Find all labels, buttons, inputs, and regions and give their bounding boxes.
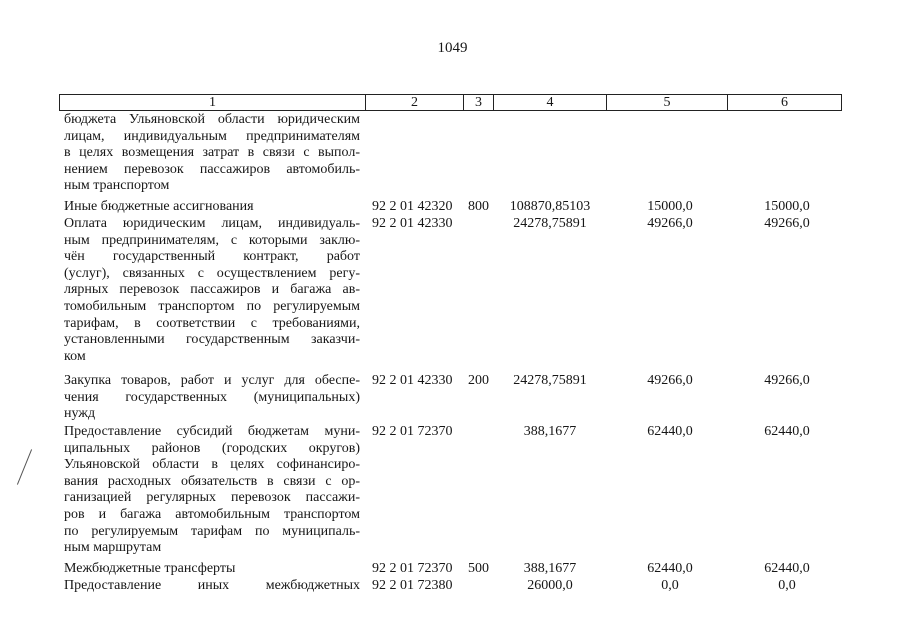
margin-pencil-mark <box>17 449 32 485</box>
row-value-5: 15000,0 <box>647 199 693 214</box>
row-code: 92 2 01 42320 <box>372 199 453 214</box>
description-line: ным маршрутам <box>64 540 162 556</box>
description-line: (услуг), связанных с осуществлением регу- <box>64 265 360 281</box>
row-value-4: 26000,0 <box>527 578 573 593</box>
header-col-1: 1 <box>60 95 366 110</box>
description-line: в целях возмещения затрат в связи с выпол- <box>64 145 360 161</box>
row-value-4: 24278,75891 <box>513 216 587 231</box>
row-description <box>64 112 360 195</box>
row-value-4: 108870,85103 <box>509 199 591 214</box>
row-value-6: 0,0 <box>778 578 796 593</box>
description-line: ком <box>64 348 86 364</box>
header-col-4: 4 <box>494 95 607 110</box>
row-description <box>64 199 360 216</box>
row-value-6: 62440,0 <box>764 424 810 439</box>
description-line: нением перевозок пассажиров автомобиль- <box>64 161 360 177</box>
description-line: ганизацией регулярных перевозок пассажи- <box>64 490 360 506</box>
row-value-4: 388,1677 <box>523 424 577 439</box>
description-line: ципальных районов (городских округов) <box>64 440 360 456</box>
row-value-4: 388,1677 <box>523 561 577 576</box>
header-col-5: 5 <box>607 95 728 110</box>
row-value-6: 62440,0 <box>764 561 810 576</box>
row-value-6: 15000,0 <box>764 199 810 214</box>
description-line: томобильным транспортом по регулируемым <box>64 298 360 314</box>
row-value-6: 49266,0 <box>764 373 810 388</box>
row-value-5: 62440,0 <box>647 424 693 439</box>
row-value-5: 0,0 <box>661 578 679 593</box>
description-line: нужд <box>64 406 96 422</box>
description-line: Предоставление субсидий бюджетам муни- <box>64 424 360 439</box>
description-line: бюджета Ульяновской области юридическим <box>64 112 360 127</box>
description-line: Иные бюджетные ассигнования <box>64 199 254 214</box>
row-kind: 500 <box>468 561 489 576</box>
row-code: 92 2 01 72380 <box>372 578 453 593</box>
description-line: лярных перевозок пассажиров и багажа ав- <box>64 282 360 298</box>
row-value-5: 49266,0 <box>647 216 693 231</box>
row-description <box>64 373 360 423</box>
description-line: вания расходных обязательств в связи с ор- <box>64 473 360 489</box>
header-col-6: 6 <box>781 95 788 110</box>
description-line: Предоставление иных межбюджетных <box>64 578 360 593</box>
row-code: 92 2 01 42330 <box>372 373 453 388</box>
description-line: Закупка товаров, работ и услуг для обеспе- <box>64 373 360 388</box>
header-col-3: 3 <box>464 95 494 110</box>
row-description <box>64 216 360 365</box>
row-kind: 200 <box>468 373 489 388</box>
description-line: Оплата юридическим лицам, индивидуаль- <box>64 216 360 231</box>
row-value-6: 49266,0 <box>764 216 810 231</box>
description-line: ным предпринимателям, с которыми заклю- <box>64 232 360 248</box>
table-header <box>59 94 842 111</box>
description-line: Ульяновской области в целях софинансиро- <box>64 457 360 473</box>
description-line: тарифам, в соответствии с требованиями, <box>64 315 360 331</box>
row-description <box>64 578 360 595</box>
header-col-2: 2 <box>366 95 464 110</box>
row-value-4: 24278,75891 <box>513 373 587 388</box>
row-description <box>64 424 360 557</box>
row-code: 92 2 01 72370 <box>372 561 453 576</box>
description-line: установленными государственным заказчи- <box>64 332 360 348</box>
description-line: по регулируемым тарифам по муниципаль- <box>64 523 360 539</box>
description-line: лицам, индивидуальным предпринимателям <box>64 128 360 144</box>
description-line: чения государственных (муниципальных) <box>64 389 360 405</box>
row-code: 92 2 01 42330 <box>372 216 453 231</box>
row-value-5: 62440,0 <box>647 561 693 576</box>
description-line: ров и багажа автомобильным транспортом <box>64 506 360 522</box>
row-kind: 800 <box>468 199 489 214</box>
row-description <box>64 561 360 578</box>
row-value-5: 49266,0 <box>647 373 693 388</box>
description-line: Межбюджетные трансферты <box>64 561 236 576</box>
row-code: 92 2 01 72370 <box>372 424 453 439</box>
page-number: 1049 <box>437 40 468 56</box>
description-line: чён государственный контракт, работ <box>64 249 360 265</box>
description-line: ным транспортом <box>64 178 170 194</box>
